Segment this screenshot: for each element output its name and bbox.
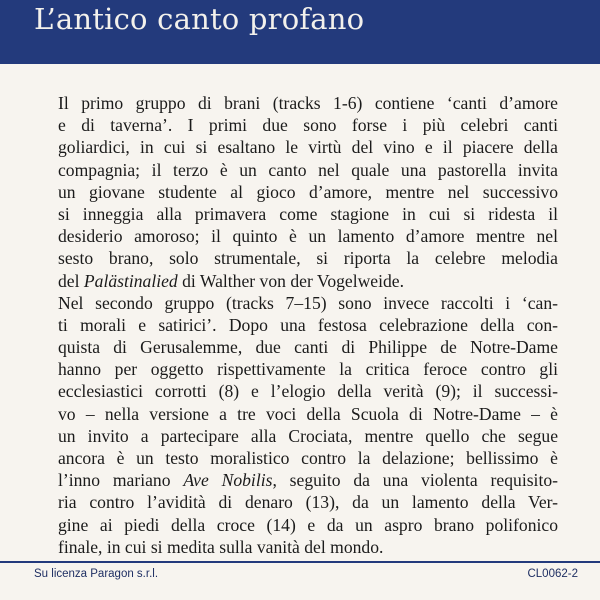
text-line: ti morali e satirici’. Dopo una festosa celebrazione della con- (58, 314, 558, 335)
footer-divider (0, 561, 600, 563)
page-title: L’antico canto profano (34, 2, 365, 36)
text-segment: del (58, 270, 84, 291)
text-line: hanno per oggetto rispettivamente la critica feroce contro gli (58, 359, 558, 380)
song-title-ave-nobilis: Ave Nobilis (183, 470, 273, 491)
text-line: un invito a partecipare alla Crociata, mentre quello che segue (58, 425, 558, 446)
text-segment: di Walther von der Vogelweide. (177, 270, 405, 291)
text-line: goliardici, in cui si esaltano le virtù del vino e il piacere della (58, 137, 558, 158)
license-note: Su licenza Paragon s.r.l. (34, 568, 159, 580)
text-line: si inneggia alla primavera come stagione in cui si ridesta il (58, 203, 558, 224)
song-title-palastinalied: Palästinalied (83, 270, 178, 291)
text-line: ancora è un testo moralistico contro la delazione; bellissimo è (58, 448, 558, 468)
text-line (58, 491, 558, 513)
text-line: ecclesiastici corrotti (8) e l’elogio della verità (9); il successi- (58, 381, 558, 402)
text-line: finale, in cui si medita sulla vanità del mondo. (58, 536, 384, 557)
title-band (0, 0, 600, 64)
body-text (58, 92, 558, 558)
text-segment: l’avidità di denaro (13), da un lamento della Ver- (147, 492, 558, 513)
text-line: gine ai piedi della croce (14) e da un aspro brano polifonico (58, 514, 558, 535)
text-line: compagnia; il terzo è un canto nel quale una pastorella invita (58, 159, 558, 180)
text-line (58, 469, 558, 491)
text-segment: ria contro (58, 492, 148, 513)
text-line: quista di Gerusalemme, due canti di Philippe de Notre-Dame (58, 337, 558, 358)
text-line: e di taverna’. I primi due sono forse i più celebri canti (58, 115, 558, 136)
catalog-number: CL0062-2 (527, 568, 578, 580)
text-line: Il primo gruppo di brani (tracks 1-6) contiene ‘canti d’amore (58, 93, 558, 113)
text-segment: l’inno mariano (58, 470, 184, 491)
text-line (58, 270, 558, 292)
text-line: sesto brano, solo strumentale, si riporta la celebre melodia (58, 248, 558, 269)
text-segment: , seguito da una violenta requisito- (272, 470, 558, 491)
text-line: vo – nella versione a tre voci della Scuola di Notre-Dame – è (58, 403, 558, 424)
text-line: un giovane studente al gioco d’amore, mentre nel successivo (58, 181, 558, 202)
text-line: desiderio amoroso; il quinto è un lamento d’amore mentre nel (58, 226, 558, 247)
text-line: Nel secondo gruppo (tracks 7–15) sono invece raccolti i ‘can- (58, 292, 558, 313)
